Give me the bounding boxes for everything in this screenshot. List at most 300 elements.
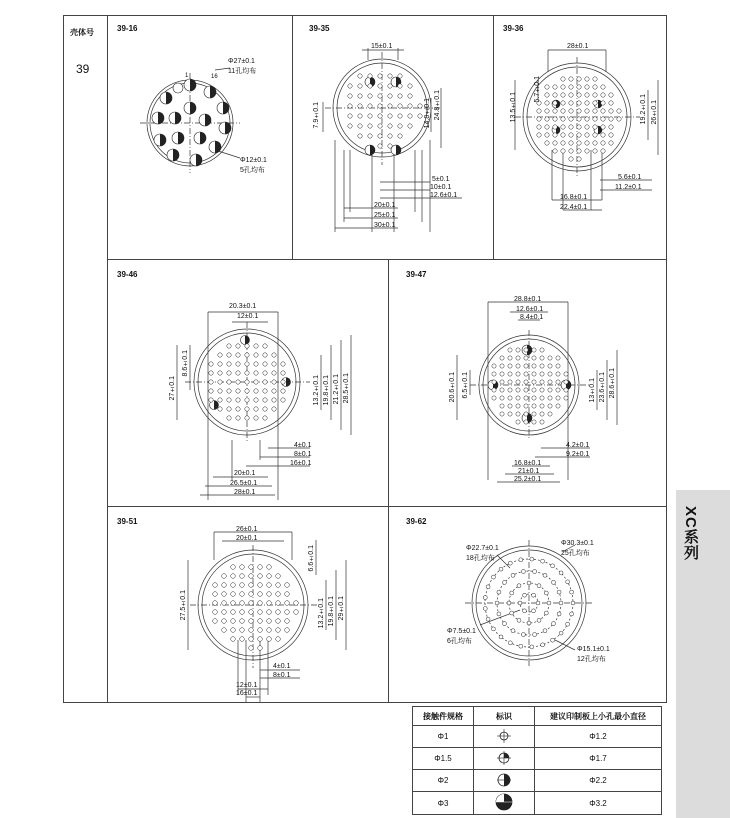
pin-hole [388, 104, 392, 108]
dim-39-47-0: 28.8±0.1 [514, 296, 542, 303]
pin-hole [213, 610, 218, 615]
pin-hole [532, 412, 536, 416]
pin-hole [272, 362, 276, 366]
pin-hole [368, 104, 372, 108]
side-tab-label: XC系列 [682, 506, 699, 561]
pin-hole [571, 601, 575, 605]
pin-hole [285, 619, 290, 624]
pin-hole [388, 74, 392, 78]
pin-hole [508, 364, 512, 368]
pin-hole [557, 612, 561, 616]
pin-hole [358, 114, 362, 118]
pin-hole [358, 74, 362, 78]
dim-39-46-3: 27±0.1 [169, 376, 176, 401]
pin-hole [263, 416, 267, 420]
legend-dia: Φ3.2 [535, 792, 662, 815]
pin-hole [263, 407, 267, 411]
pin-hole [408, 84, 412, 88]
pin-hole [601, 101, 605, 105]
pin-hole [553, 125, 557, 129]
pin-hole [609, 133, 613, 137]
pin-hole [213, 583, 218, 588]
pin-hole [532, 364, 536, 368]
pin-hole [263, 344, 267, 348]
pin-hole [368, 124, 372, 128]
pin-hole [281, 389, 285, 393]
pin-hole [348, 124, 352, 128]
pin-hole [281, 362, 285, 366]
pin-hole [585, 101, 589, 105]
pin-hole [557, 590, 561, 594]
dim-39-62-2: Φ30.3±0.1 [561, 540, 594, 547]
pin-hole [240, 628, 245, 633]
pin-hole [508, 412, 512, 416]
pin-hole [508, 356, 512, 360]
pin-hole [548, 388, 552, 392]
pin-hole [609, 117, 613, 121]
pin-hole [492, 380, 496, 384]
pin-hole [281, 371, 285, 375]
pin-hole [609, 101, 613, 105]
dim-39-35-5: 10±0.1 [430, 184, 452, 191]
pin-hole [500, 388, 504, 392]
pin-hole [561, 149, 565, 153]
pin-hole [585, 77, 589, 81]
pin-hole [540, 404, 544, 408]
pin-hole [358, 124, 362, 128]
pin-hole [577, 85, 581, 89]
pin-hole [508, 348, 512, 352]
panel-id-39-36: 39-36 [503, 24, 524, 33]
pin-hole [358, 104, 362, 108]
pin-hole [609, 141, 613, 145]
pin-hole [388, 114, 392, 118]
pin-hole [609, 109, 613, 113]
pin-hole [553, 149, 557, 153]
pin-hole [510, 611, 514, 615]
pin-hole [551, 638, 555, 642]
pin-hole [500, 412, 504, 416]
pin-hole [530, 557, 534, 561]
dim-39-47-2: 8.4±0.1 [520, 314, 544, 321]
pin-hole [209, 362, 213, 366]
pin-hole [532, 348, 536, 352]
pin-hole [524, 412, 528, 416]
pin-hole [276, 583, 281, 588]
pin-hole [561, 101, 565, 105]
pin-hole [231, 637, 236, 642]
dim-39-35-9: 30±0.1 [374, 222, 396, 229]
pin-hole [540, 396, 544, 400]
pin-hole [569, 149, 573, 153]
pin-hole [508, 561, 512, 565]
pin-hole [601, 109, 605, 113]
pin-hole [240, 637, 245, 642]
pin-hole [222, 574, 227, 579]
pin-hole [601, 125, 605, 129]
pin-hole [368, 74, 372, 78]
pin-hole [593, 117, 597, 121]
pin-hole [517, 584, 521, 588]
pin-39-16-a: 16 [211, 74, 218, 80]
pin-hole [368, 94, 372, 98]
pin-hole [585, 133, 589, 137]
pin-hole [569, 77, 573, 81]
pin-hole [516, 404, 520, 408]
dim-39-35-7: 20±0.1 [374, 202, 396, 209]
pin-hole [585, 149, 589, 153]
pin-39-16-b: 1 [185, 73, 189, 79]
pin-hole [517, 618, 521, 622]
pin-hole [236, 416, 240, 420]
pin-hole [267, 637, 272, 642]
pin-hole [524, 388, 528, 392]
pin-hole [508, 641, 512, 645]
pin-hole [499, 567, 503, 571]
pin-hole [524, 404, 528, 408]
pin-hole [593, 93, 597, 97]
pin-hole [222, 610, 227, 615]
pin-hole [553, 117, 557, 121]
pin-hole [258, 565, 263, 570]
legend-spec: Φ1.5 [413, 748, 474, 770]
dim-39-36-5: 5.6±0.1 [618, 174, 642, 181]
pin-hole [231, 619, 236, 624]
pin-hole [601, 117, 605, 121]
pin-hole [222, 601, 227, 606]
pin-hole [521, 570, 525, 574]
pin-hole [508, 372, 512, 376]
pin-hole [556, 380, 560, 384]
pin-hole [540, 380, 544, 384]
pin-hole [544, 611, 548, 615]
dim-39-46-7: 28.5±0.1 [343, 373, 350, 404]
dim-39-51-10: 16±0.1 [236, 690, 258, 697]
pin-hole [408, 124, 412, 128]
pin-hole [511, 629, 515, 633]
pin-hole [240, 610, 245, 615]
dim-39-62-3: 25孔均布 [561, 550, 590, 557]
pin-hole [267, 601, 272, 606]
pin-hole [569, 141, 573, 145]
pin-hole [569, 117, 573, 121]
pin-hole [540, 420, 544, 424]
pin-hole [368, 84, 372, 88]
pin-hole [500, 364, 504, 368]
dim-39-51-4: 13.2±0.1 [318, 598, 325, 629]
pin-hole [348, 104, 352, 108]
pin-hole [566, 622, 570, 626]
pin-hole [532, 380, 536, 384]
dim-39-62-4: Φ7.5±0.1 [447, 628, 476, 635]
legend-header-spec: 接触件规格 [413, 707, 474, 726]
panel-id-39-47: 39-47 [406, 270, 427, 279]
pin-hole [254, 353, 258, 357]
dim-39-46-12: 26.5±0.1 [230, 480, 258, 487]
pin-hole [593, 125, 597, 129]
pin-hole [258, 601, 263, 606]
pin-hole [601, 93, 605, 97]
dim-39-51-7: 4±0.1 [273, 663, 291, 670]
pin-hole [254, 416, 258, 420]
dim-39-62-7: 12孔均布 [577, 656, 606, 663]
pin-hole [258, 574, 263, 579]
pin-hole [213, 592, 218, 597]
pin-hole [508, 396, 512, 400]
pin-hole [585, 85, 589, 89]
pin-hole [222, 583, 227, 588]
pin-hole [267, 592, 272, 597]
panel-id-39-62: 39-62 [406, 517, 427, 526]
pin-hole [263, 380, 267, 384]
pin-hole [500, 380, 504, 384]
pin-hole [227, 353, 231, 357]
pin-hole [222, 592, 227, 597]
dim-39-47-8: 4.2±0.1 [566, 442, 590, 449]
pin-hole [276, 592, 281, 597]
dim-39-62-1: 18孔均布 [466, 555, 495, 562]
pin-hole [267, 583, 272, 588]
pin-hole [231, 565, 236, 570]
pin-hole [209, 371, 213, 375]
pin-hole [552, 622, 556, 626]
pin-hole [378, 84, 382, 88]
pin-hole [524, 364, 528, 368]
legend-dia: Φ1.7 [535, 748, 662, 770]
pin-hole [267, 565, 272, 570]
dim-39-62-6: Φ15.1±0.1 [577, 646, 610, 653]
pin-hole [398, 124, 402, 128]
dim-39-36-4: 26±0.1 [651, 100, 658, 125]
pin-hole [552, 580, 556, 584]
pin-hole [532, 372, 536, 376]
dim-39-47-4: 6.5±0.1 [462, 372, 469, 399]
pin-hole [524, 356, 528, 360]
pin-hole [569, 157, 573, 161]
pin-hole [285, 601, 290, 606]
pin-hole [348, 84, 352, 88]
dim-39-16-b: 11孔均布 [228, 68, 257, 75]
pin-hole [569, 85, 573, 89]
pin-hole [263, 398, 267, 402]
pin-hole [388, 134, 392, 138]
contact-2-icon [474, 770, 535, 792]
pin-hole [516, 348, 520, 352]
dim-39-47-12: 25.2±0.1 [514, 476, 542, 483]
pin-hole [577, 133, 581, 137]
shell-label: 壳体号 [70, 28, 94, 37]
legend-spec: Φ1 [413, 726, 474, 748]
pin-hole [378, 114, 382, 118]
pin-hole [548, 396, 552, 400]
pin-hole [497, 612, 501, 616]
pin-hole [518, 601, 522, 605]
pin-hole [236, 380, 240, 384]
pin-hole [548, 364, 552, 368]
pin-hole [254, 362, 258, 366]
pin-hole [540, 412, 544, 416]
pin-hole [530, 645, 534, 649]
pin-hole [378, 104, 382, 108]
pin-hole [523, 609, 527, 613]
pin-hole [559, 631, 563, 635]
pin-hole [556, 364, 560, 368]
pin-hole [561, 109, 565, 113]
pin-hole [500, 396, 504, 400]
pin-hole [222, 619, 227, 624]
pin-hole [577, 101, 581, 105]
dim-39-46-11: 20±0.1 [234, 470, 256, 477]
pin-hole [516, 412, 520, 416]
pin-hole [553, 141, 557, 145]
pin-hole [508, 388, 512, 392]
pin-hole [516, 396, 520, 400]
dim-39-46-8: 4±0.1 [294, 442, 312, 449]
pin-hole [285, 592, 290, 597]
pin-hole [577, 125, 581, 129]
pin-hole [524, 348, 528, 352]
pin-hole [593, 85, 597, 89]
pin-hole [540, 356, 544, 360]
pin-hole [378, 74, 382, 78]
pin-hole [524, 396, 528, 400]
pin-hole [227, 407, 231, 411]
pin-hole [551, 564, 555, 568]
pin-hole [537, 125, 541, 129]
dim-39-35-3: 24.8±0.1 [434, 90, 441, 121]
pin-hole [209, 398, 213, 402]
pin-hole [218, 407, 222, 411]
dim-39-47-6: 23.6±0.1 [599, 372, 606, 403]
pin-hole [500, 372, 504, 376]
dim-39-35-1: 7.9±0.1 [313, 102, 320, 129]
dim-39-35-2: 14.8±0.1 [424, 98, 431, 129]
pin-hole [553, 101, 557, 105]
pin-hole [556, 372, 560, 376]
dim-39-47-9: 9.2±0.1 [566, 451, 590, 458]
pin-hole [231, 574, 236, 579]
dim-39-51-5: 19.8±0.1 [328, 596, 335, 627]
dim-39-47-5: 13±0.1 [589, 378, 596, 403]
pin-hole [236, 344, 240, 348]
pin-hole [503, 622, 507, 626]
pin-hole [267, 628, 272, 633]
pin-hole [564, 388, 568, 392]
pin-hole [544, 591, 548, 595]
pin-hole [227, 344, 231, 348]
pin-hole [559, 601, 563, 605]
pin-hole [523, 593, 527, 597]
pin-hole [240, 601, 245, 606]
pin-hole [601, 133, 605, 137]
legend-dia: Φ1.2 [535, 726, 662, 748]
dim-39-62-5: 6孔均布 [447, 638, 472, 645]
panel-id-39-16: 39-16 [117, 24, 138, 33]
pin-hole [231, 601, 236, 606]
pin-hole [245, 398, 249, 402]
pin-hole [249, 583, 254, 588]
pin-hole [348, 94, 352, 98]
pin-hole [408, 94, 412, 98]
legend-spec: Φ2 [413, 770, 474, 792]
pin-hole [245, 362, 249, 366]
pin-hole [540, 388, 544, 392]
pin-hole [249, 646, 254, 651]
pin-hole [398, 104, 402, 108]
shell-value: 39 [76, 62, 90, 76]
pin-hole [577, 93, 581, 97]
pin-hole [527, 621, 531, 625]
pin-hole [218, 389, 222, 393]
pin-hole [491, 575, 495, 579]
pin-hole [285, 610, 290, 615]
pin-hole [561, 85, 565, 89]
dim-39-46-10: 16±0.1 [290, 460, 312, 467]
pin-hole [245, 416, 249, 420]
pin-hole [218, 362, 222, 366]
pin-hole [378, 134, 382, 138]
pin-hole [276, 637, 281, 642]
contact-legend-table [412, 706, 662, 815]
contact-1-icon [474, 726, 535, 748]
pin-hole [585, 125, 589, 129]
pin-hole [368, 134, 372, 138]
pin-hole [516, 356, 520, 360]
dim-39-36-8: 22.4±0.1 [560, 204, 588, 211]
pin-hole [240, 619, 245, 624]
pin-hole [543, 629, 547, 633]
pin-hole [524, 420, 528, 424]
pin-hole [556, 396, 560, 400]
pin-hole [545, 125, 549, 129]
pin-hole [507, 601, 511, 605]
pin-hole [398, 94, 402, 98]
pin-hole [408, 114, 412, 118]
pin-hole [227, 362, 231, 366]
dim-39-47-7: 28.6±0.1 [609, 368, 616, 399]
pin-hole [593, 141, 597, 145]
pin-hole [486, 585, 490, 589]
pin-hole [545, 141, 549, 145]
pin-hole [263, 353, 267, 357]
dim-39-62-0: Φ22.7±0.1 [466, 545, 499, 552]
dim-39-35-4: 5±0.1 [432, 176, 450, 183]
pin-hole [556, 388, 560, 392]
pin-hole [249, 592, 254, 597]
panel-id-39-46: 39-46 [117, 270, 138, 279]
dim-39-51-2: 6.6±0.1 [308, 545, 315, 572]
dim-39-35-6: 12.6±0.1 [430, 192, 458, 199]
pin-hole [249, 565, 254, 570]
pin-hole [276, 619, 281, 624]
pin-hole [516, 420, 520, 424]
pin-hole [543, 573, 547, 577]
pin-hole [548, 404, 552, 408]
pin-hole [511, 573, 515, 577]
dim-39-51-8: 8±0.1 [273, 672, 291, 679]
pin-hole [545, 93, 549, 97]
pin-hole [486, 617, 490, 621]
pin-hole [564, 372, 568, 376]
pin-hole [540, 364, 544, 368]
pin-hole [516, 380, 520, 384]
pin-hole [378, 94, 382, 98]
dim-39-46-13: 28±0.1 [234, 489, 256, 496]
pin-hole [418, 104, 422, 108]
pin-hole [492, 372, 496, 376]
pin-hole [537, 117, 541, 121]
pin-hole [249, 610, 254, 615]
